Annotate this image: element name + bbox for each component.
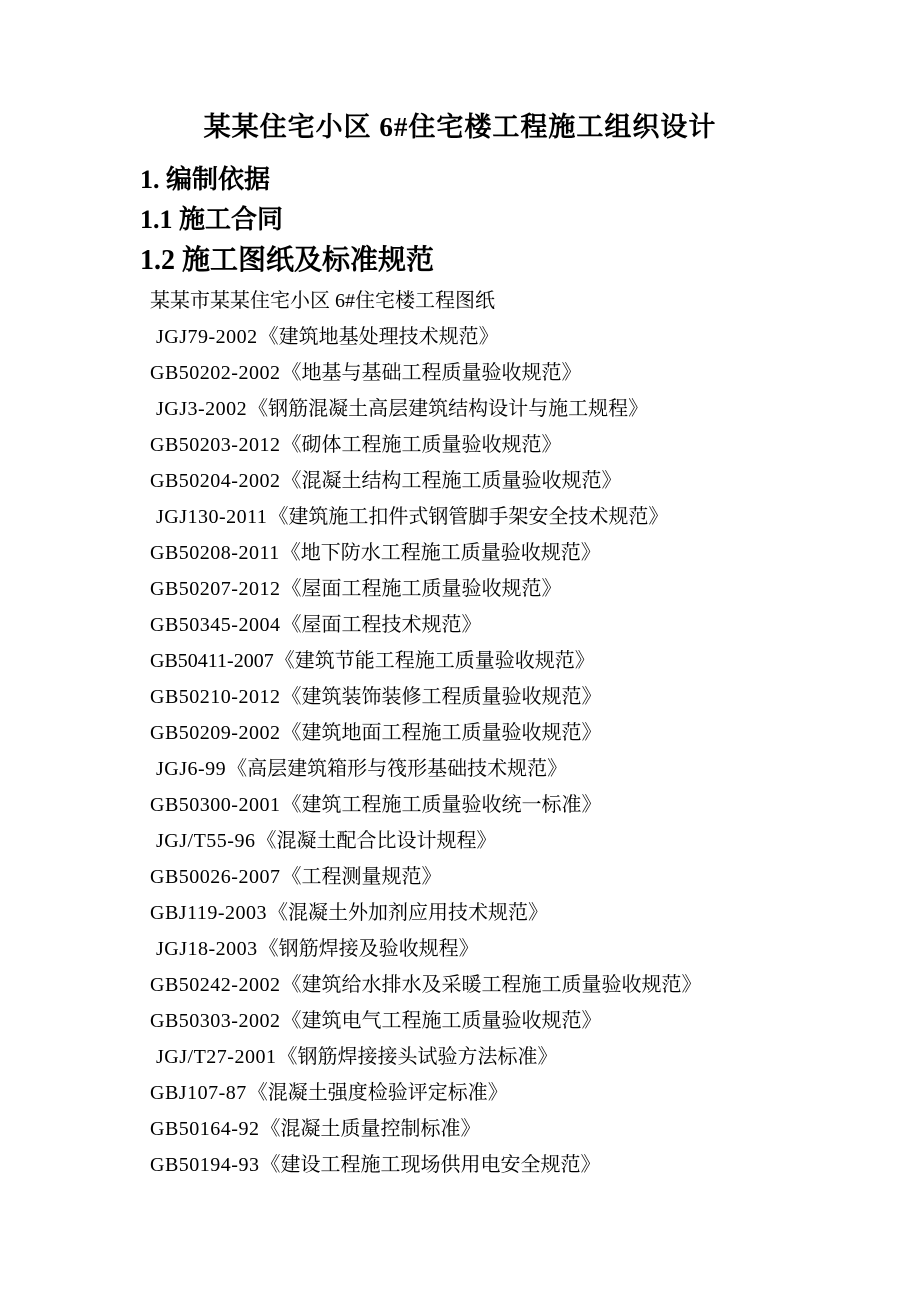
standard-code: GB50300-2001 — [150, 794, 281, 816]
standard-reference-item — [150, 1147, 920, 1183]
standard-reference-item — [150, 931, 920, 967]
standard-code: GB50164-92 — [150, 1118, 260, 1140]
standard-code: JGJ79-2002 — [156, 326, 258, 348]
standard-reference-item — [150, 535, 920, 571]
standard-name: 《混凝土强度检验评定标准》 — [247, 1082, 508, 1104]
standard-name: 《建筑工程施工质量验收统一标准》 — [281, 794, 602, 816]
standard-name: 《建筑节能工程施工质量验收规范》 — [274, 650, 595, 672]
standard-code: GBJ107-87 — [150, 1082, 247, 1104]
standard-reference-item — [150, 643, 920, 679]
standard-reference-item — [150, 679, 920, 715]
standard-reference-item — [150, 607, 920, 643]
document-title: 某某住宅小区 6#住宅楼工程施工组织设计 — [203, 112, 717, 142]
standard-code: GB50026-2007 — [150, 866, 281, 888]
standard-name: 《混凝土质量控制标准》 — [260, 1118, 481, 1140]
standard-reference-item — [150, 319, 920, 355]
standard-code: GB50202-2002 — [150, 362, 281, 384]
standard-name: 《建筑给水排水及采暖工程施工质量验收规范》 — [281, 974, 702, 996]
standard-name: 《地下防水工程施工质量验收规范》 — [280, 542, 601, 564]
standard-name: 《工程测量规范》 — [281, 866, 442, 888]
standard-name: 《建筑装饰装修工程质量验收规范》 — [281, 686, 602, 708]
standard-reference-item — [150, 751, 920, 787]
standard-reference-item — [150, 391, 920, 427]
standard-reference-item — [150, 859, 920, 895]
standard-reference-item — [150, 715, 920, 751]
standard-name: 《地基与基础工程质量验收规范》 — [281, 362, 582, 384]
standard-name: 《屋面工程施工质量验收规范》 — [281, 578, 562, 600]
reference-list — [150, 283, 920, 1183]
standard-name: 《屋面工程技术规范》 — [281, 614, 482, 636]
standard-code: GB50194-93 — [150, 1154, 260, 1176]
standard-name: 《砌体工程施工质量验收规范》 — [281, 434, 562, 456]
standard-code: GB50303-2002 — [150, 1010, 281, 1032]
heading-compilation-basis: 1. 编制依据 — [140, 165, 271, 194]
standard-reference-item — [150, 1039, 920, 1075]
standard-code: GB50210-2012 — [150, 686, 281, 708]
standard-code: GBJ119-2003 — [150, 902, 267, 924]
standard-reference-item — [150, 1075, 920, 1111]
standard-reference-item — [150, 1111, 920, 1147]
standard-reference-item — [150, 1003, 920, 1039]
standard-reference-item — [150, 427, 920, 463]
standard-name: 《建筑地面工程施工质量验收规范》 — [281, 722, 602, 744]
standard-code: GB50345-2004 — [150, 614, 281, 636]
standard-code: GB50203-2012 — [150, 434, 281, 456]
standard-code: JGJ3-2002 — [156, 398, 248, 420]
standard-name: 《混凝土配合比设计规程》 — [256, 830, 497, 852]
standard-code: JGJ130-2011 — [156, 506, 268, 528]
standard-code: GB50242-2002 — [150, 974, 281, 996]
standard-name: 《建筑施工扣件式钢管脚手架安全技术规范》 — [268, 506, 669, 528]
standard-name: 《高层建筑箱形与筏形基础技术规范》 — [227, 758, 568, 780]
standard-name: 《钢筋混凝土高层建筑结构设计与施工规程》 — [248, 398, 649, 420]
standard-code: GB50207-2012 — [150, 578, 281, 600]
heading-construction-contract: 1.1 施工合同 — [140, 205, 284, 234]
standard-reference-item — [150, 355, 920, 391]
standard-reference-item — [150, 463, 920, 499]
standard-code: JGJ18-2003 — [156, 938, 258, 960]
standard-name: 《混凝土结构工程施工质量验收规范》 — [281, 470, 622, 492]
standard-code: GB50208-2011 — [150, 542, 280, 564]
standard-code: GB50209-2002 — [150, 722, 281, 744]
standard-name: 《建设工程施工现场供用电安全规范》 — [260, 1154, 601, 1176]
standard-reference-item — [150, 571, 920, 607]
standard-reference-item — [150, 499, 920, 535]
standard-name: 《建筑电气工程施工质量验收规范》 — [281, 1010, 602, 1032]
standard-name: 《混凝土外加剂应用技术规范》 — [267, 902, 548, 924]
drawing-reference: 某某市某某住宅小区 6#住宅楼工程图纸 — [150, 290, 495, 312]
heading-drawings-and-standards: 1.2 施工图纸及标准规范 — [140, 245, 435, 276]
standard-name: 《钢筋焊接及验收规程》 — [258, 938, 479, 960]
standard-reference-item — [150, 823, 920, 859]
standard-name: 《建筑地基处理技术规范》 — [258, 326, 499, 348]
standard-reference-item — [150, 895, 920, 931]
standard-code: JGJ/T55-96 — [156, 830, 256, 852]
standard-reference-item — [150, 787, 920, 823]
standard-code: JGJ/T27-2001 — [156, 1046, 277, 1068]
standard-code: JGJ6-99 — [156, 758, 227, 780]
standard-code: GB50411-2007 — [150, 650, 274, 672]
standard-reference-item — [150, 967, 920, 1003]
standard-code: GB50204-2002 — [150, 470, 281, 492]
standard-name: 《钢筋焊接接头试验方法标准》 — [277, 1046, 558, 1068]
